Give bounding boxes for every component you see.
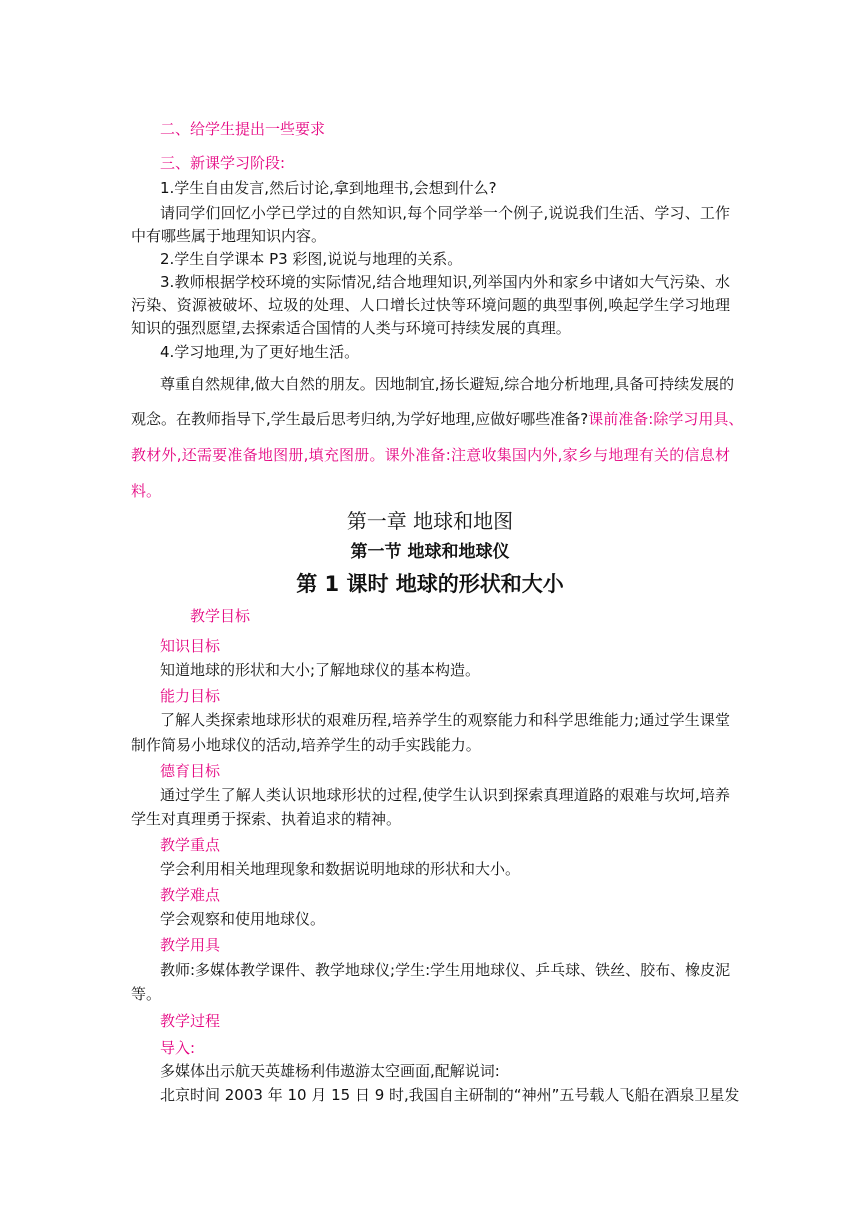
key-points-text: 学会利用相关地理现象和数据说明地球的形状和大小。 bbox=[160, 860, 521, 878]
paragraph-6-line-2 bbox=[131, 409, 744, 429]
paragraph-6-line-4: 料。 bbox=[131, 482, 162, 500]
teaching-process-heading: 教学过程 bbox=[160, 1012, 221, 1030]
moral-goals-line-2: 学生对真理勇于探索、执着追求的精神。 bbox=[131, 810, 402, 828]
section-title: 第一节 地球和地球仪 bbox=[350, 542, 510, 562]
teaching-tools-heading: 教学用具 bbox=[160, 936, 221, 954]
lesson-title: 第 1 课时 地球的形状和大小 bbox=[296, 572, 564, 596]
ability-goals-line-1: 了解人类探索地球形状的艰难历程,培养学生的观察能力和科学思维能力;通过学生课堂 bbox=[160, 711, 730, 729]
introduction-line-2: 北京时间 2003 年 10 月 15 日 9 时,我国自主研制的“神州”五号载人飞船在酒泉卫星发 bbox=[160, 1086, 740, 1104]
paragraph-3: 2.学生自学课本 P3 彩图,说说与地理的关系。 bbox=[160, 250, 463, 268]
teaching-tools-line-2: 等。 bbox=[131, 985, 162, 1003]
paragraph-5: 4.学习地理,为了更好地生活。 bbox=[160, 343, 360, 361]
introduction-line-1: 多媒体出示航天英雄杨利伟遨游太空画面,配解说词: bbox=[160, 1062, 500, 1080]
teaching-tools-line-1: 教师:多媒体教学课件、教学地球仪;学生:学生用地球仪、乒乓球、铁丝、胶布、橡皮泥 bbox=[160, 961, 731, 979]
paragraph-4-line-1: 3.教师根据学校环境的实际情况,结合地理知识,列举国内外和家乡中诸如大气污染、水 bbox=[160, 273, 730, 291]
paragraph-4-line-2: 污染、资源被破坏、垃圾的处理、人口增长过快等环境问题的典型事例,唤起学生学习地理 bbox=[131, 296, 730, 314]
introduction-heading: 导入: bbox=[160, 1039, 196, 1057]
difficulties-text: 学会观察和使用地球仪。 bbox=[160, 910, 326, 928]
paragraph-6-line-3: 教材外,还需要准备地图册,填充图册。课外准备:注意收集国内外,家乡与地理有关的信息材 bbox=[131, 446, 730, 464]
new-lesson-stage-heading: 三、新课学习阶段: bbox=[160, 154, 286, 172]
teaching-goals-heading: 教学目标 bbox=[190, 607, 251, 625]
pre-class-prep-text: 课前准备:除学习用具、 bbox=[588, 410, 744, 428]
paragraph-6-line-2-text: 观念。在教师指导下,学生最后思考归纳,为学好地理,应做好哪些准备? bbox=[131, 410, 589, 428]
difficulties-heading: 教学难点 bbox=[160, 886, 221, 904]
paragraph-1: 1.学生自由发言,然后讨论,拿到地理书,会想到什么? bbox=[160, 179, 497, 197]
ability-goals-line-2: 制作简易小地球仪的活动,培养学生的动手实践能力。 bbox=[131, 736, 481, 754]
chapter-title: 第一章 地球和地图 bbox=[346, 509, 514, 533]
knowledge-goals-heading: 知识目标 bbox=[160, 637, 221, 655]
knowledge-goals-text: 知道地球的形状和大小;了解地球仪的基本构造。 bbox=[160, 661, 481, 679]
moral-goals-heading: 德育目标 bbox=[160, 762, 221, 780]
paragraph-4-line-3: 知识的强烈愿望,去探索适合国情的人类与环境可持续发展的真理。 bbox=[131, 319, 571, 337]
requirements-heading: 二、给学生提出一些要求 bbox=[160, 120, 326, 138]
ability-goals-heading: 能力目标 bbox=[160, 687, 221, 705]
key-points-heading: 教学重点 bbox=[160, 836, 221, 854]
moral-goals-line-1: 通过学生了解人类认识地球形状的过程,使学生认识到探索真理道路的艰难与坎坷,培养 bbox=[160, 786, 730, 804]
paragraph-6-line-1: 尊重自然规律,做大自然的朋友。因地制宜,扬长避短,综合地分析地理,具备可持续发展的 bbox=[160, 375, 735, 393]
paragraph-2-line-2: 中有哪些属于地理知识内容。 bbox=[131, 227, 327, 245]
paragraph-2-line-1: 请同学们回忆小学已学过的自然知识,每个同学举一个例子,说说我们生活、学习、工作 bbox=[160, 204, 730, 222]
